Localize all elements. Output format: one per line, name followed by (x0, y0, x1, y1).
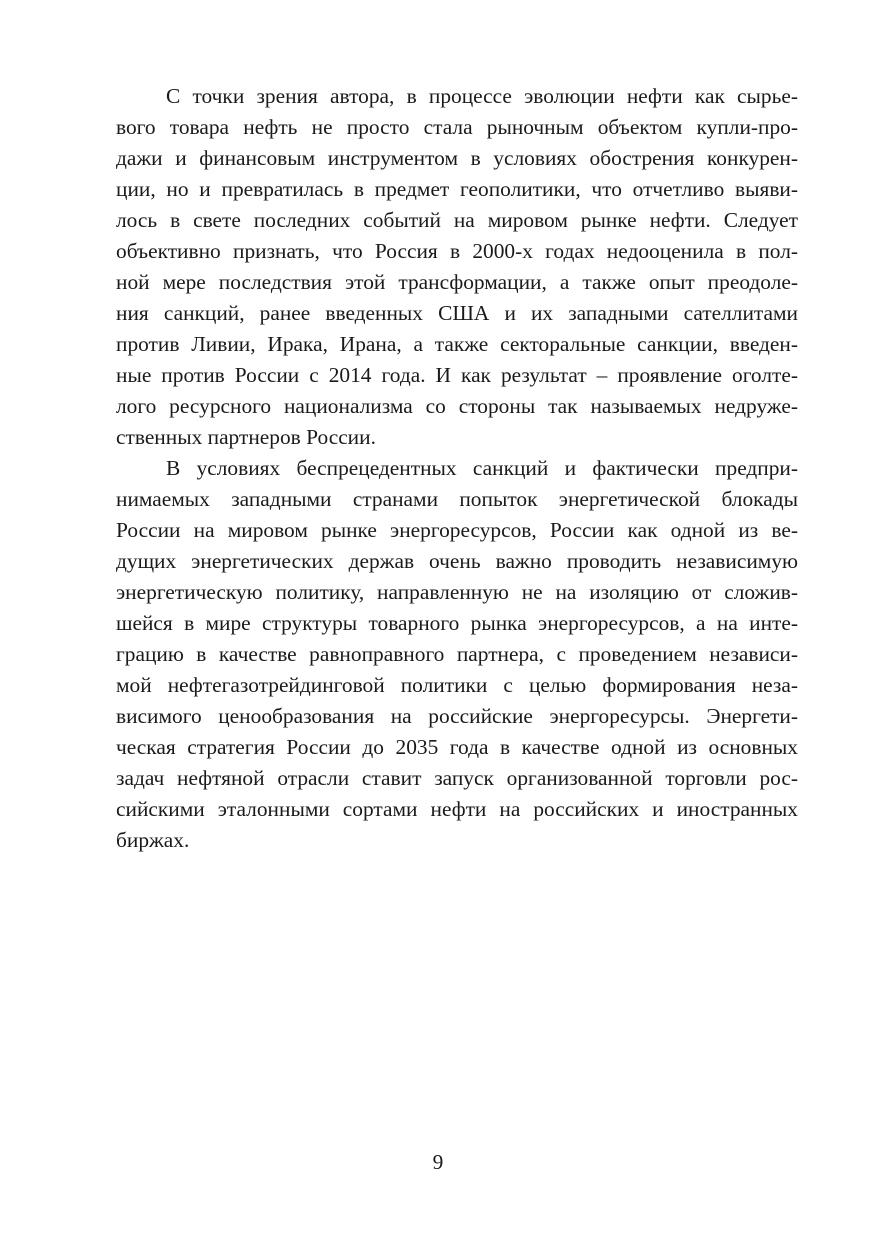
text-line: мой нефтегазотрейдинговой политики с целью формирования неза- (116, 673, 798, 697)
text-line: шейся в мире структуры товарного рынка энергоресурсов, а на инте- (116, 611, 798, 635)
text-line: энергетическую политику, направленную не на изоляцию от сложив- (116, 580, 798, 604)
text-line: ные против России с 2014 года. И как результат – проявление оголте- (116, 363, 798, 387)
text-line: ной мере последствия этой трансформации, а также опыт преодоле- (116, 270, 798, 294)
text-line: вого товара нефть не просто стала рыночным объектом купли-про- (116, 115, 798, 139)
page-number: 9 (432, 1150, 444, 1174)
paragraph-1 (116, 81, 798, 453)
text-line: ции, но и превратилась в предмет геополитики, что отчетливо выяви- (116, 177, 798, 201)
text-line: России на мировом рынке энергоресурсов, России как одной из ве- (116, 518, 798, 542)
text-line: нимаемых западными странами попыток энергетической блокады (116, 487, 798, 511)
text-line: грацию в качестве равноправного партнера, с проведением независи- (116, 642, 798, 666)
text-line: лого ресурсного национализма со стороны так называемых недруже- (116, 394, 798, 418)
text-line: висимого ценообразования на российские энергоресурсы. Энергети- (116, 704, 798, 728)
text-line: дажи и финансовым инструментом в условиях обострения конкурен- (116, 146, 798, 170)
text-line: ния санкций, ранее введенных США и их западными сателлитами (116, 301, 798, 325)
text-line: ческая стратегия России до 2035 года в качестве одной из основных (116, 735, 798, 759)
text-line: задач нефтяной отрасли ставит запуск организованной торговли рос- (116, 766, 798, 790)
text-line: дущих энергетических держав очень важно проводить независимую (116, 549, 798, 573)
text-line: биржах. (116, 828, 190, 852)
text-line: В условиях беспрецедентных санкций и фактически предпри- (166, 456, 798, 480)
text-line: против Ливии, Ирака, Ирана, а также секторальные санкции, введен- (116, 332, 798, 356)
text-line: ственных партнеров России. (116, 425, 376, 449)
text-line: сийскими эталонными сортами нефти на российских и иностранных (116, 797, 798, 821)
paragraph-2 (116, 453, 798, 856)
text-line: лось в свете последних событий на мировом рынке нефти. Следует (116, 208, 798, 232)
text-line: С точки зрения автора, в процессе эволюции нефти как сырье- (166, 84, 798, 108)
text-line: объективно признать, что Россия в 2000-х годах недооценила в пол- (116, 239, 798, 263)
body-text (116, 81, 798, 856)
